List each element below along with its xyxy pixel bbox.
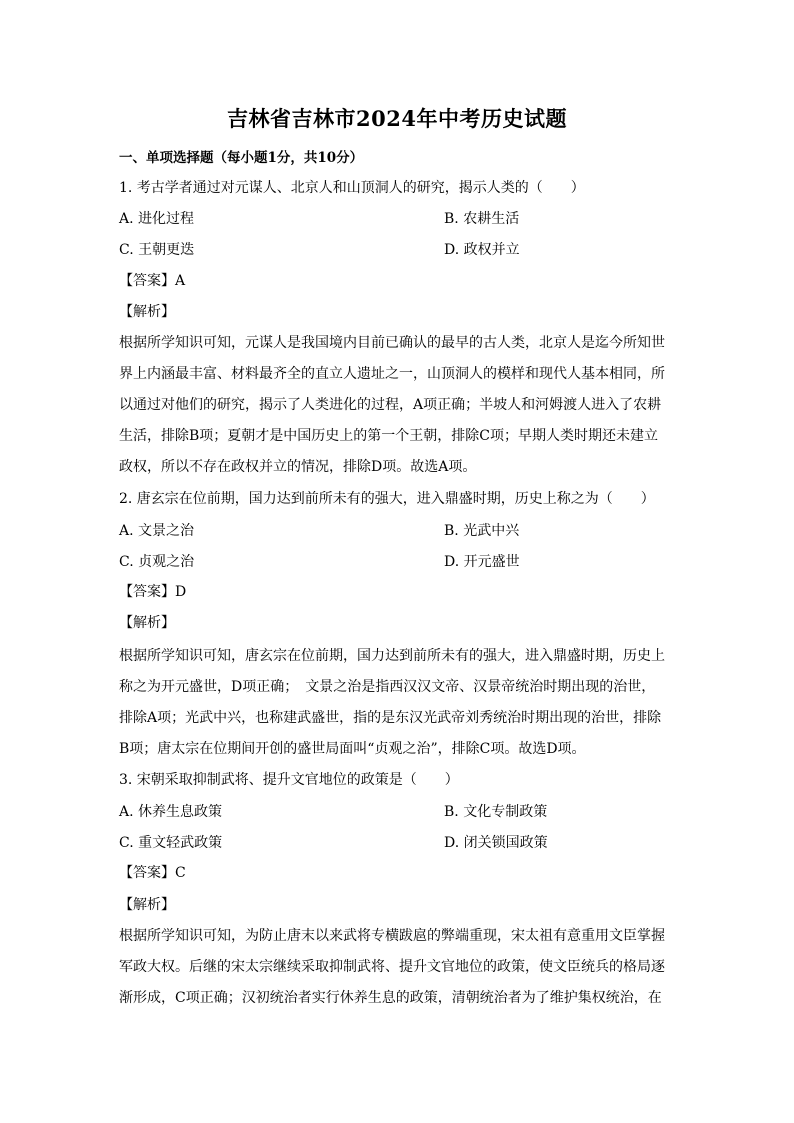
question-1-answer: 【答案】A <box>119 273 186 289</box>
question-2-option-a: A. 文景之治 <box>119 523 195 539</box>
question-2-analysis-line: B项；唐太宗在位期间开创的盛世局面叫“贞观之治”，排除C项。故选D项。 <box>119 741 586 757</box>
question-1-stem: 1. 考古学者通过对元谋人、北京人和山顶洞人的研究，揭示人类的（ ） <box>119 180 585 196</box>
question-2-option-b: B. 光武中兴 <box>444 523 520 539</box>
question-1-analysis-line: 界上内涵最丰富、材料最齐全的直立人遗址之一，山顶洞人的模样和现代人基本相同，所 <box>119 366 665 382</box>
question-2-analysis-line: 称之为开元盛世，D项正确； 文景之治是指西汉汉文帝、汉景帝统治时期出现的治世， <box>119 679 656 695</box>
question-1-analysis-line: 以通过对他们的研究，揭示了人类进化的过程，A项正确；半坡人和河姆渡人进入了农耕 <box>119 397 662 413</box>
question-3-option-b: B. 文化专制政策 <box>444 804 548 820</box>
question-3-answer: 【答案】C <box>119 865 186 881</box>
question-3-option-c: C. 重文轻武政策 <box>119 835 223 851</box>
question-3-analysis-line: 军政大权。后继的宋太宗继续采取抑制武将、提升文官地位的政策，使文臣统兵的格局逐 <box>119 959 665 975</box>
question-1-analysis-label: 【解析】 <box>119 304 175 320</box>
question-3-option-d: D. 闭关锁国政策 <box>444 835 548 851</box>
question-3-option-a: A. 休养生息政策 <box>119 804 223 820</box>
question-1-option-b: B. 农耕生活 <box>444 211 520 227</box>
question-2-option-d: D. 开元盛世 <box>444 554 520 570</box>
question-2-analysis-label: 【解析】 <box>119 615 175 631</box>
question-2-answer: 【答案】D <box>119 584 187 600</box>
section-heading: 一、单项选择题（每小题1分，共10分） <box>119 150 364 166</box>
question-2-stem: 2. 唐玄宗在位前期，国力达到前所未有的强大，进入鼎盛时期，历史上称之为（ ） <box>119 491 655 507</box>
question-1-option-d: D. 政权并立 <box>444 242 520 258</box>
question-2-analysis-line: 排除A项；光武中兴，也称建武盛世，指的是东汉光武帝刘秀统治时期出现的治世，排除 <box>119 710 662 726</box>
question-3-analysis-line: 根据所学知识可知，为防止唐末以来武将专横跋扈的弊端重现，宋太祖有意重用文臣掌握 <box>119 928 665 944</box>
question-3-analysis-line: 渐形成，C项正确；汉初统治者实行休养生息的政策，清朝统治者为了维护集权统治，在 <box>119 990 662 1006</box>
question-1-analysis-line: 生活，排除B项；夏朝才是中国历史上的第一个王朝，排除C项；早期人类时期还未建立 <box>119 428 658 444</box>
page-title: 吉林省吉林市2024年中考历史试题 <box>227 106 567 131</box>
question-1-option-c: C. 王朝更迭 <box>119 242 195 258</box>
question-1-analysis-line: 根据所学知识可知，元谋人是我国境内目前已确认的最早的古人类，北京人是迄今所知世 <box>119 335 665 351</box>
question-2-option-c: C. 贞观之治 <box>119 554 195 570</box>
question-2-analysis-line: 根据所学知识可知，唐玄宗在位前期，国力达到前所未有的强大，进入鼎盛时期，历史上 <box>119 648 665 664</box>
question-1-option-a: A. 进化过程 <box>119 211 195 227</box>
question-1-analysis-line: 政权，所以不存在政权并立的情况，排除D项。故选A项。 <box>119 459 477 475</box>
question-3-analysis-label: 【解析】 <box>119 897 175 913</box>
question-3-stem: 3. 宋朝采取抑制武将、提升文官地位的政策是（ ） <box>119 772 459 788</box>
